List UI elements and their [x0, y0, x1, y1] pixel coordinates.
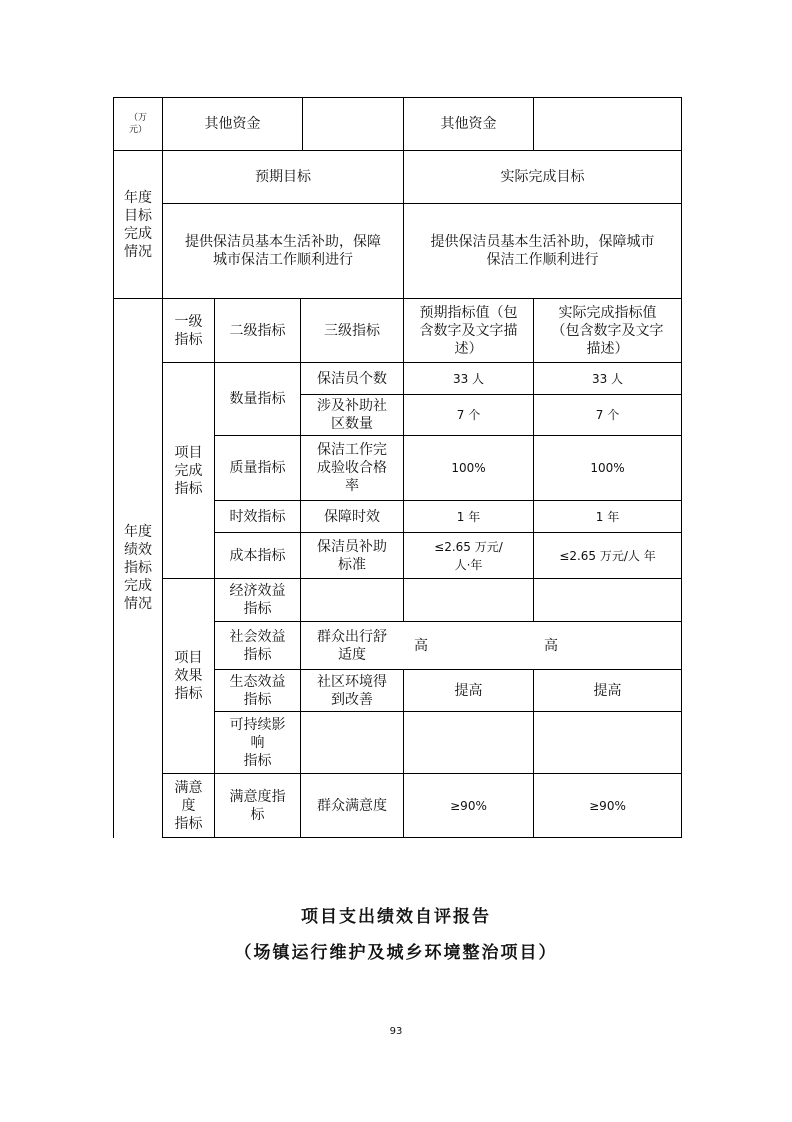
satisfaction-indicator-group: 满意 度 指标: [174, 779, 203, 832]
expected-value-cell: 提高: [454, 682, 483, 699]
actual-value-cell: 高: [544, 637, 558, 654]
actual-goal-header: 实际完成目标: [500, 169, 585, 185]
level3-cell: 保障时效: [324, 508, 380, 525]
other-funds-value: [303, 98, 403, 150]
level3-cell: [301, 579, 403, 621]
expected-value-cell: ≥90%: [450, 798, 487, 813]
actual-value-cell: 7 个: [595, 408, 620, 422]
expected-value-cell: [404, 712, 533, 773]
expected-value-cell: 33 人: [452, 371, 485, 386]
table-rule: [162, 837, 682, 838]
output-indicator-group: 项目 完成 指标: [174, 444, 203, 497]
actual-value-cell: [534, 579, 681, 621]
effect-indicator-group: 项目 效果 指标: [174, 650, 203, 702]
level3-cell: 涉及补助社 区数量: [317, 398, 387, 432]
actual-value-cell: [534, 712, 681, 773]
page-number: 93: [389, 1026, 403, 1037]
expected-value-header: 预期指标值（包 含数字及文字描 述）: [419, 304, 518, 357]
actual-value-cell: ≤2.65 万元/人 年: [559, 548, 656, 563]
level3-cell: 群众出行舒 适度: [317, 628, 387, 663]
unit-label: （万 元）: [128, 113, 147, 135]
performance-label: 年度 绩效 指标 完成 情况: [124, 524, 152, 612]
expected-value-cell: 高: [414, 637, 428, 654]
level2-cell: 社会效益 指标: [229, 628, 286, 663]
expected-value-cell: 7 个: [456, 408, 481, 422]
expected-goal-header: 预期目标: [255, 169, 311, 185]
actual-value-cell: 33 人: [591, 371, 624, 386]
actual-value-cell: 100%: [590, 461, 625, 475]
annual-goal-label: 年度 目标 完成 情况: [124, 189, 152, 260]
report-title: 项目支出绩效自评报告: [301, 907, 491, 927]
actual-value-header: 实际完成指标值 （包含数字及文字 描述）: [551, 304, 664, 357]
level3-cell: 保洁员补助 标准: [317, 538, 387, 573]
report-subtitle: （场镇运行维护及城乡环境整治项目）: [234, 943, 558, 963]
expected-value-cell: [404, 579, 533, 621]
level3-cell: 保洁员个数: [317, 370, 387, 387]
level3-cell: [301, 712, 403, 773]
expected-goal-text: 提供保洁员基本生活补助，保障 城市保洁工作顺利进行: [185, 234, 381, 268]
expected-value-cell: 100%: [451, 461, 486, 475]
level2-cell: 时效指标: [229, 508, 286, 525]
level3-cell: 保洁工作完 成验收合格 率: [317, 442, 387, 494]
expected-value-cell: ≤2.65 万元/ 人·年: [434, 539, 503, 572]
table-rule: [681, 97, 682, 838]
level1-header: 一级 指标: [174, 313, 203, 348]
other-funds-actual-label: 其他资金: [440, 116, 497, 132]
level2-header: 二级指标: [229, 322, 286, 339]
quantity-indicator: 数量指标: [229, 391, 286, 407]
level3-header: 三级指标: [324, 322, 380, 339]
other-funds-label: 其他资金: [204, 116, 261, 132]
level3-cell: 群众满意度: [317, 797, 387, 814]
level2-cell: 生态效益 指标: [229, 673, 286, 708]
level2-cell: 经济效益 指标: [229, 583, 286, 617]
expected-value-cell: 1 年: [456, 509, 481, 524]
level2-cell: 满意度指 标: [229, 788, 286, 823]
level2-cell: 成本指标: [229, 547, 286, 564]
actual-value-cell: 1 年: [595, 509, 620, 524]
actual-value-cell: 提高: [593, 682, 622, 699]
actual-value-cell: ≥90%: [589, 798, 626, 813]
level3-cell: 社区环境得 到改善: [317, 673, 387, 708]
level2-cell: 质量指标: [229, 460, 286, 476]
other-funds-actual-value: [534, 98, 681, 150]
level2-cell: 可持续影 响 指标: [229, 716, 286, 769]
actual-goal-text: 提供保洁员基本生活补助，保障城市 保洁工作顺利进行: [430, 234, 655, 268]
